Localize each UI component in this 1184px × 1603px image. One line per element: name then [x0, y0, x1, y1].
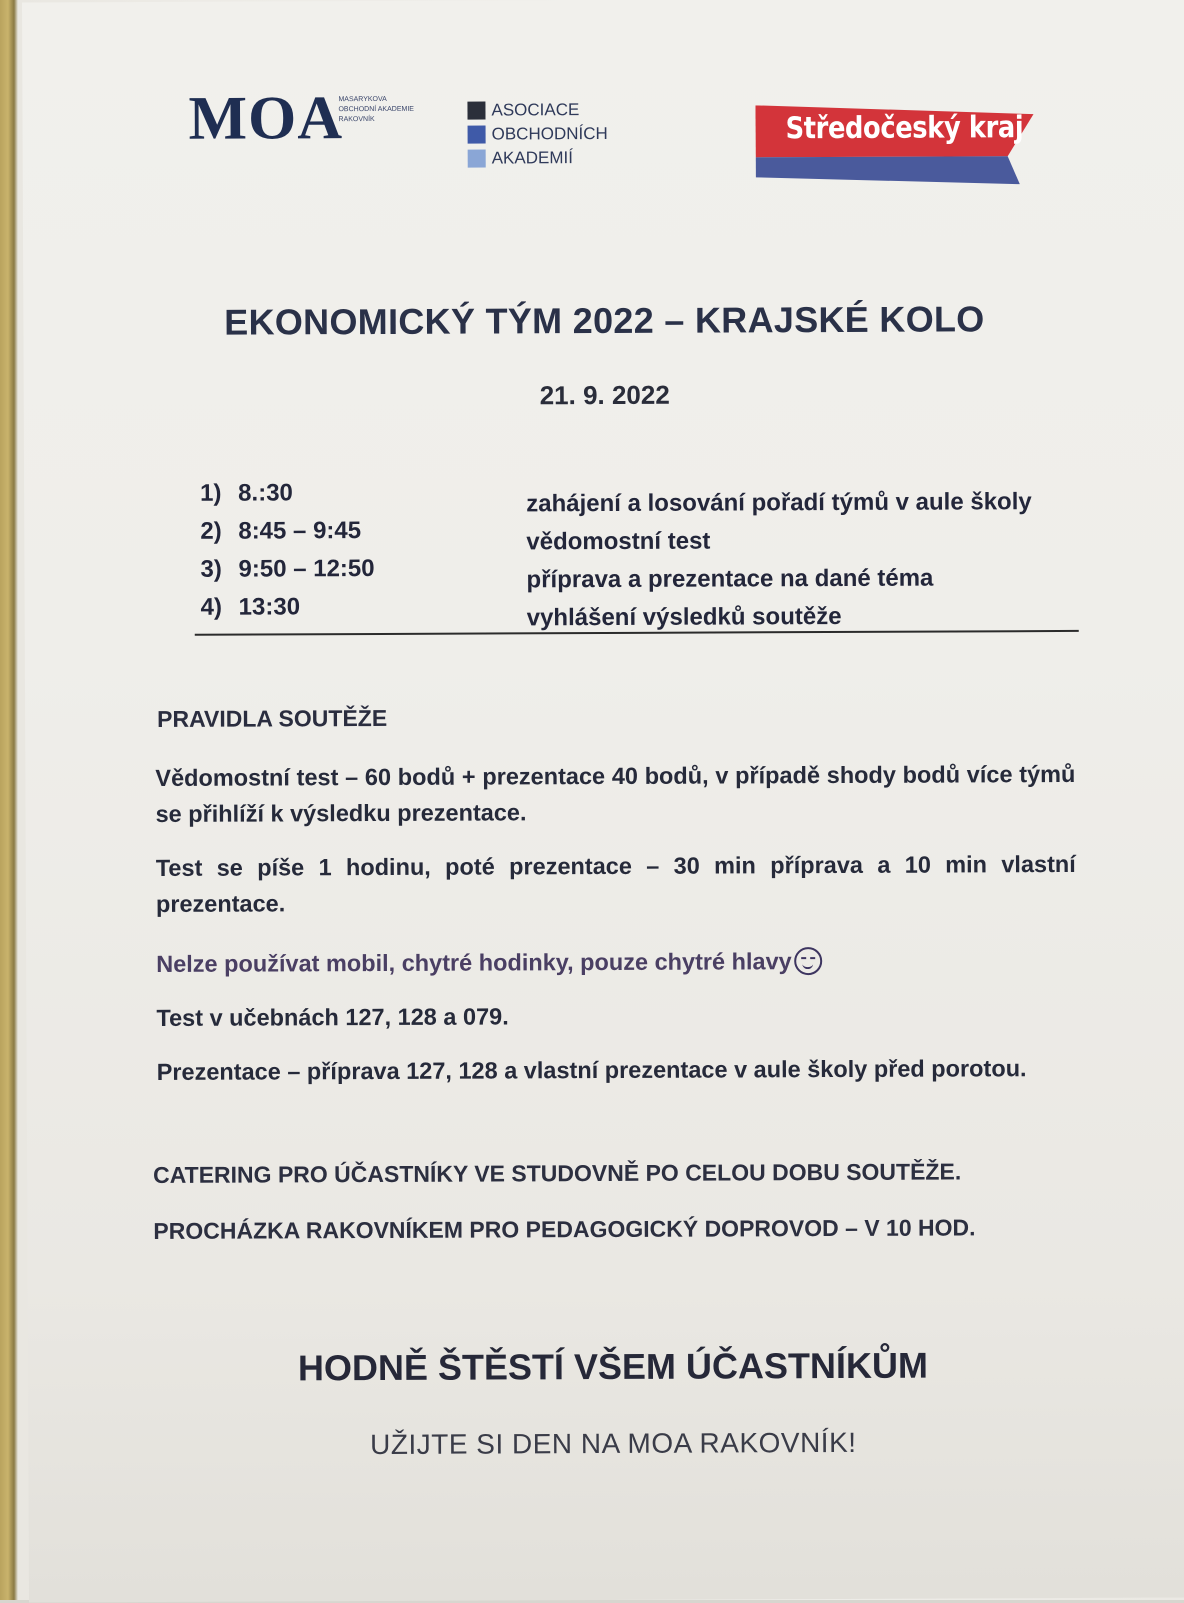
moa-subtitle-line: OBCHODNÍ AKADEMIE — [338, 105, 414, 114]
aoa-square-icon — [468, 126, 486, 144]
rules-paragraph: Vědomostní test – 60 bodů + prezentace 40 bodů, v případě shody bodů více týmů se přihlíží k výsledku prezentace. — [155, 760, 1076, 827]
moa-logo-subtitle — [338, 95, 448, 125]
aoa-label: AKADEMIÍ — [491, 148, 573, 168]
aoa-logo-row — [468, 122, 638, 147]
schedule-description: zahájení a losování pořadí týmů v aule školy — [526, 488, 1032, 518]
good-luck-heading: HODNĚ ŠTĚSTÍ VŠEM ÚČASTNÍKŮM — [297, 1344, 929, 1389]
enjoy-tagline: UŽIJTE SI DEN NA MOA RAKOVNÍK! — [370, 1426, 857, 1461]
schedule-number: 3) — [200, 555, 222, 583]
schedule-number: 4) — [200, 593, 223, 621]
aoa-square-icon — [467, 102, 485, 120]
smiley-icon — [794, 947, 822, 975]
aoa-label: OBCHODNÍCH — [491, 123, 608, 144]
schedule-row — [194, 476, 1080, 518]
aoa-label: ASOCIACE — [491, 100, 580, 120]
schedule-time: 8.:30 — [238, 479, 293, 507]
rules-paragraph: Prezentace – příprava 127, 128 a vlastní prezentace v aule školy před porotou. — [156, 1055, 1027, 1085]
schedule-description: vědomostní test — [526, 527, 711, 556]
aoa-logo-row — [468, 146, 638, 171]
schedule-description: příprava a prezentace na dané téma — [526, 564, 934, 594]
rules-heading: PRAVIDLA SOUTĚŽE — [157, 704, 388, 732]
stredocesky-kraj-logo — [755, 104, 1045, 189]
schedule-row — [194, 552, 1080, 594]
schedule-number: 1) — [200, 479, 222, 507]
rules-paragraph-devices — [156, 942, 1076, 982]
rules-paragraph: Test v učebnách 127, 128 a 079. — [156, 1003, 509, 1031]
rules-paragraph: Test se píše 1 hodinu, poté prezentace – 30 min příprava a 10 min vlastní prezentace. — [155, 850, 1076, 917]
schedule-row — [195, 590, 1081, 632]
schedule-number: 2) — [200, 517, 222, 545]
kraj-label: Středočeský kraj — [785, 110, 1024, 147]
aoa-square-icon — [468, 150, 486, 168]
catering-notice: CATERING PRO ÚČASTNÍKY VE STUDOVNĚ PO CELOU DOBU SOUTĚŽE. — [153, 1158, 962, 1188]
moa-subtitle-line: MASARYKOVA — [338, 95, 387, 104]
moa-logo-mark: MOA — [188, 84, 344, 153]
schedule-time: 13:30 — [238, 593, 301, 621]
aoa-logo — [467, 98, 637, 171]
page-title: EKONOMICKÝ TÝM 2022 – KRAJSKÉ KOLO — [224, 298, 985, 343]
aoa-logo-row — [467, 98, 637, 123]
rules-devices-text: Nelze používat mobil, chytré hodinky, pouze chytré hlavy — [156, 948, 792, 977]
paper-sheet — [22, 0, 1184, 1603]
schedule-description: vyhlášení výsledků soutěže — [526, 602, 842, 632]
schedule-time: 8:45 – 9:45 — [238, 517, 362, 545]
schedule-time: 9:50 – 12:50 — [238, 555, 375, 583]
walk-notice: PROCHÁZKA RAKOVNÍKEM PRO PEDAGOGICKÝ DOPROVOD – V 10 HOD. — [153, 1214, 976, 1244]
schedule-row — [194, 514, 1080, 556]
moa-logo — [188, 84, 428, 153]
schedule-list — [194, 476, 1081, 632]
moa-subtitle-line: RAKOVNÍK — [338, 115, 375, 124]
event-date: 21. 9. 2022 — [539, 379, 670, 411]
